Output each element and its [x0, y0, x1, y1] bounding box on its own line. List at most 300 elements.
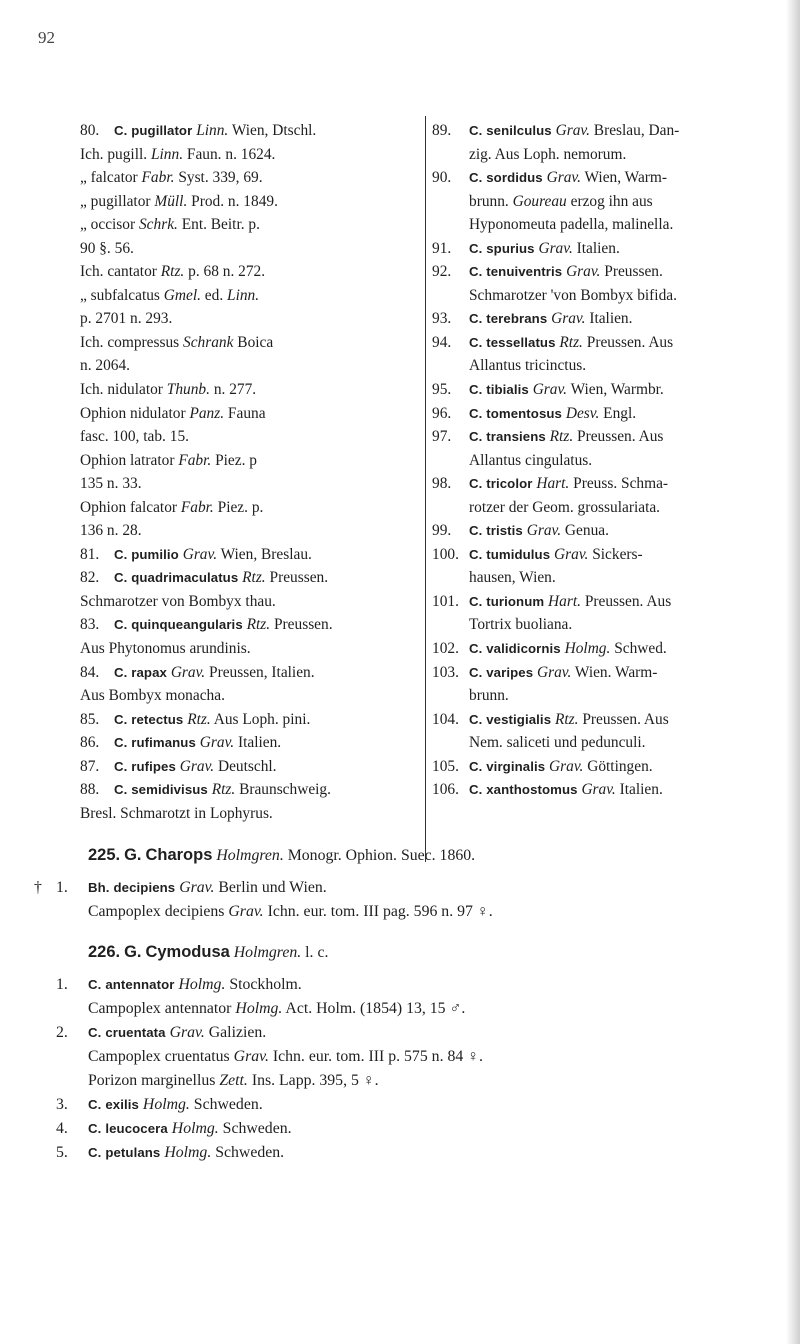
- right-column: [432, 119, 770, 802]
- continuation-line: [432, 213, 770, 237]
- species-name: turionum: [486, 593, 545, 609]
- entry-text: Ent. Beitr. p.: [177, 216, 260, 234]
- entry-text: Italien.: [585, 310, 633, 328]
- entry-text: „ pugillator: [80, 192, 155, 210]
- genus-abbrev: C.: [469, 311, 483, 327]
- entry-text: Wien, Breslau.: [217, 545, 312, 563]
- species-entry: [432, 119, 770, 143]
- entry-number: 102.: [432, 640, 459, 658]
- species-name: tomentosus: [486, 405, 562, 421]
- entry-text: Nem. saliceti und pedunculi.: [469, 734, 646, 752]
- entry-text: Preussen. Aus: [578, 710, 669, 728]
- entry-number: 104.: [432, 710, 459, 728]
- species-name: cruentata: [105, 1025, 166, 1040]
- entry-text: Sickers-: [588, 545, 643, 563]
- species-entry: [80, 755, 420, 779]
- genus-number: 225.: [88, 846, 121, 864]
- entry-number: 91.: [432, 239, 452, 257]
- genus-heading: [48, 843, 778, 868]
- author-name: Rtz.: [242, 569, 266, 587]
- genus-name: Charops: [145, 846, 213, 864]
- author-name: Grav.: [566, 263, 601, 281]
- entry-text: Wien, Warm-: [580, 169, 667, 187]
- author-name: Hart.: [548, 592, 581, 610]
- author-name: Grav.: [554, 545, 589, 563]
- entry-text: Schweden.: [211, 1144, 285, 1161]
- author-name: Grav.: [555, 122, 590, 139]
- entry-text: Porizon marginellus: [88, 1072, 220, 1089]
- entry-number: 103.: [432, 663, 459, 681]
- entry-text: Preussen.: [600, 263, 663, 281]
- entry-number: 106.: [432, 781, 459, 799]
- entry-number: 83.: [80, 616, 100, 634]
- species-name: validicornis: [486, 641, 561, 657]
- author-name: Grav.: [179, 879, 215, 896]
- species-entry: [432, 590, 770, 614]
- entry-text: brunn.: [469, 192, 513, 210]
- genus-reference: Monogr. Ophion. Suec. 1860.: [283, 847, 476, 864]
- entry-text: ed.: [200, 286, 228, 304]
- author-name: Grav.: [526, 522, 562, 540]
- genera-section: [34, 843, 778, 1165]
- entry-text: Act. Holm. (1854) 13, 15 ♂.: [282, 1000, 466, 1017]
- entry-text: Galizien.: [204, 1024, 267, 1041]
- entry-number: 86.: [80, 734, 100, 752]
- genus-abbrev: C.: [114, 735, 128, 751]
- author-name: Fabr.: [141, 169, 175, 187]
- author-name: Rtz.: [549, 428, 574, 446]
- author-name: Hart.: [536, 475, 570, 493]
- author-name: Rtz.: [187, 710, 211, 728]
- continuation-line: [80, 590, 420, 614]
- genus-marker: G.: [124, 846, 142, 864]
- species-name: tessellatus: [486, 334, 556, 350]
- author-name: Rtz.: [554, 710, 579, 728]
- species-entry: [432, 402, 770, 426]
- species-entry: [48, 1141, 778, 1165]
- author-name: Holmg.: [164, 1144, 212, 1161]
- page-edge-shadow: [786, 0, 800, 1344]
- genus-abbrev: C.: [469, 782, 483, 798]
- genus-reference: l. c.: [301, 944, 329, 961]
- continuation-line: [80, 190, 420, 214]
- entry-text: Preussen.: [270, 616, 333, 634]
- author-name: Holmg.: [235, 1000, 283, 1017]
- entry-text: Prod. n. 1849.: [187, 192, 278, 210]
- entry-number: 92.: [432, 263, 452, 281]
- species-name: transiens: [486, 429, 546, 445]
- entry-text: Breslau, Dan-: [589, 122, 680, 139]
- entry-text: fasc. 100, tab. 15.: [80, 428, 189, 446]
- continuation-line: [80, 284, 420, 308]
- species-name: petulans: [105, 1145, 161, 1160]
- species-entry: [432, 755, 770, 779]
- continuation-line: [48, 900, 778, 924]
- author-name: Grav.: [537, 663, 572, 681]
- continuation-line: [432, 143, 770, 167]
- author-name: Grav.: [551, 310, 586, 328]
- continuation-line: [432, 284, 770, 308]
- entry-number: 2.: [56, 1024, 68, 1041]
- continuation-line: [80, 166, 420, 190]
- author-name: Panz.: [189, 404, 225, 422]
- species-name: virginalis: [486, 758, 546, 774]
- author-name: Rtz.: [160, 263, 185, 281]
- species-entry: [432, 543, 770, 567]
- entry-text: Bresl. Schmarotzt in Lophyrus.: [80, 804, 273, 822]
- entry-text: Fauna: [224, 404, 266, 422]
- entry-text: Genua.: [561, 522, 609, 540]
- author-name: Linn.: [150, 145, 184, 163]
- species-name: antennator: [105, 977, 175, 992]
- entry-text: p. 2701 n. 293.: [80, 310, 173, 328]
- species-name: pugillator: [131, 123, 193, 138]
- author-name: Rtz.: [246, 616, 271, 634]
- continuation-line: [432, 354, 770, 378]
- species-entry: [80, 566, 420, 590]
- author-name: Grav.: [199, 734, 235, 752]
- species-name: tenuiventris: [486, 264, 563, 280]
- genus-abbrev: C.: [469, 334, 483, 350]
- continuation-line: [80, 519, 420, 543]
- genus-abbrev: C.: [114, 123, 128, 138]
- species-entry: [80, 613, 420, 637]
- entry-number: 81.: [80, 545, 100, 563]
- continuation-line: [80, 425, 420, 449]
- author-name: Müll.: [154, 192, 188, 210]
- entry-text: 90 §. 56.: [80, 239, 134, 257]
- entry-text: Wien, Dtschl.: [228, 122, 317, 139]
- author-name: Schrk.: [138, 216, 178, 234]
- entry-text: Preussen. Aus: [582, 333, 674, 351]
- entry-text: Boica: [233, 333, 274, 351]
- genus-abbrev: C.: [469, 546, 483, 562]
- continuation-line: [48, 997, 778, 1021]
- continuation-line: [432, 566, 770, 590]
- species-entry: [80, 708, 420, 732]
- author-name: Grav.: [538, 239, 573, 257]
- entry-text: n. 2064.: [80, 357, 131, 375]
- entry-text: Ich. pugill.: [80, 145, 151, 163]
- entry-number: 101.: [432, 592, 459, 610]
- entry-text: Wien. Warm-: [571, 663, 658, 681]
- continuation-line: [80, 260, 420, 284]
- genus-abbrev: Bh.: [88, 880, 110, 895]
- genus-abbrev: C.: [469, 123, 483, 138]
- continuation-line: [80, 307, 420, 331]
- species-name: varipes: [486, 664, 534, 680]
- entry-text: 136 n. 28.: [80, 522, 142, 540]
- author-name: Schrank: [183, 333, 234, 351]
- species-entry: [432, 307, 770, 331]
- species-name: rapax: [131, 664, 167, 680]
- entry-text: Ophion nidulator: [80, 404, 190, 422]
- entry-text: Campoplex cruentatus: [88, 1048, 234, 1065]
- genus-abbrev: C.: [469, 170, 483, 186]
- species-name: tristis: [486, 523, 523, 539]
- genus-abbrev: C.: [469, 429, 483, 445]
- entry-text: Tortrix buoliana.: [469, 616, 573, 634]
- species-entry: [80, 731, 420, 755]
- genus-abbrev: C.: [469, 641, 483, 657]
- entry-text: Ins. Lapp. 395, 5 ♀.: [247, 1072, 379, 1089]
- species-entry: [48, 1021, 778, 1045]
- species-name: retectus: [131, 711, 184, 727]
- species-entry: [432, 166, 770, 190]
- author-name: Gmel.: [163, 286, 201, 304]
- entry-number: 88.: [80, 781, 100, 799]
- species-entry: [432, 425, 770, 449]
- species-entry: [432, 331, 770, 355]
- genus-abbrev: C.: [469, 711, 483, 727]
- species-entry: [432, 472, 770, 496]
- author-name: Holmgren.: [233, 944, 302, 961]
- entry-text: Preussen, Italien.: [205, 663, 315, 681]
- entry-text: Campoplex antennator: [88, 1000, 236, 1017]
- genus-abbrev: C.: [469, 758, 483, 774]
- species-entry: [80, 661, 420, 685]
- species-name: tricolor: [486, 476, 533, 492]
- author-name: Grav.: [169, 1024, 205, 1041]
- continuation-line: [432, 731, 770, 755]
- entry-number: 97.: [432, 428, 452, 446]
- entry-number: 87.: [80, 757, 100, 775]
- continuation-line: [80, 213, 420, 237]
- continuation-line: [80, 237, 420, 261]
- genus-abbrev: C.: [469, 593, 483, 609]
- entry-text: Braunschweig.: [235, 781, 331, 799]
- entry-text: Berlin und Wien.: [214, 879, 327, 896]
- species-name: semidivisus: [131, 782, 208, 798]
- genus-abbrev: C.: [469, 264, 483, 280]
- entry-text: p. 68 n. 272.: [184, 263, 266, 281]
- genus-number: 226.: [88, 943, 121, 961]
- entry-text: Italien.: [572, 239, 620, 257]
- entry-text: Wien, Warmbr.: [567, 381, 664, 399]
- author-name: Grav.: [549, 757, 584, 775]
- continuation-line: [80, 472, 420, 496]
- genus-abbrev: C.: [88, 1145, 102, 1160]
- entry-number: 100.: [432, 545, 459, 563]
- entry-text: Stockholm.: [225, 976, 302, 993]
- column-divider: [425, 116, 426, 862]
- species-entry: [80, 778, 420, 802]
- species-name: tumidulus: [486, 546, 551, 562]
- entry-text: Preussen.: [265, 569, 329, 587]
- entry-text: Preussen. Aus: [580, 592, 672, 610]
- author-name: Linn.: [196, 122, 229, 139]
- entry-text: „ subfalcatus: [80, 286, 164, 304]
- continuation-line: [432, 684, 770, 708]
- genus-abbrev: C.: [114, 782, 128, 798]
- species-entry: [80, 543, 420, 567]
- entry-number: 5.: [56, 1144, 68, 1161]
- author-name: Holmg.: [142, 1096, 190, 1113]
- species-name: exilis: [105, 1097, 139, 1112]
- species-name: senilculus: [486, 123, 552, 138]
- entry-text: n. 277.: [209, 381, 257, 399]
- species-entry: [48, 973, 778, 997]
- species-entry: [80, 119, 420, 143]
- continuation-line: [48, 1045, 778, 1069]
- entry-text: rotzer der Geom. grossulariata.: [469, 498, 661, 516]
- entry-text: Deutschl.: [214, 757, 277, 775]
- species-name: leucocera: [105, 1121, 168, 1136]
- entry-text: erzog ihn aus: [566, 192, 653, 210]
- author-name: Holmgren.: [216, 847, 284, 864]
- genus-marker: G.: [124, 943, 142, 961]
- entry-number: 94.: [432, 333, 452, 351]
- entry-text: „ falcator: [80, 169, 142, 187]
- entry-text: Preuss. Schma-: [569, 475, 669, 493]
- genus-abbrev: C.: [469, 476, 483, 492]
- entry-text: Ichn. eur. tom. III p. 575 n. 84 ♀.: [268, 1048, 484, 1065]
- species-entry: [48, 1093, 778, 1117]
- continuation-line: [80, 449, 420, 473]
- species-entry: [432, 708, 770, 732]
- entry-text: Ophion falcator: [80, 498, 181, 516]
- entry-text: 135 n. 33.: [80, 475, 142, 493]
- species-name: rufipes: [131, 758, 176, 774]
- species-name: pumilio: [131, 546, 179, 562]
- entry-number: 1.: [56, 879, 68, 896]
- entry-text: Preussen. Aus: [573, 428, 664, 446]
- genus-abbrev: C.: [114, 570, 128, 586]
- entry-text: Schwed.: [610, 640, 667, 658]
- entry-text: Ich. nidulator: [80, 381, 167, 399]
- species-entry: [432, 378, 770, 402]
- entry-number: 85.: [80, 710, 100, 728]
- species-name: quadrimaculatus: [131, 570, 239, 586]
- author-name: Grav.: [182, 545, 218, 563]
- entry-number: 1.: [56, 976, 68, 993]
- entry-text: hausen, Wien.: [469, 569, 556, 587]
- author-name: Goureau: [512, 192, 567, 210]
- genus-abbrev: C.: [114, 546, 128, 562]
- genus-name: Cymodusa: [145, 943, 230, 961]
- entry-text: Campoplex decipiens: [88, 903, 229, 920]
- species-name: decipiens: [113, 880, 176, 895]
- author-name: Grav.: [546, 169, 581, 187]
- species-name: vestigialis: [486, 711, 552, 727]
- species-name: sordidus: [486, 170, 543, 186]
- species-name: tibialis: [486, 382, 529, 398]
- entry-text: Syst. 339, 69.: [174, 169, 263, 187]
- entry-number: 93.: [432, 310, 452, 328]
- genus-abbrev: C.: [88, 1121, 102, 1136]
- author-name: Grav.: [532, 381, 568, 399]
- genus-abbrev: C.: [114, 758, 128, 774]
- continuation-line: [80, 143, 420, 167]
- entry-text: zig. Aus Loph. nemorum.: [469, 145, 627, 163]
- author-name: Linn.: [227, 286, 260, 304]
- genus-abbrev: C.: [114, 711, 128, 727]
- genus-abbrev: C.: [88, 977, 102, 992]
- entry-text: Ichn. eur. tom. III pag. 596 n. 97 ♀.: [263, 903, 493, 920]
- author-name: Zett.: [219, 1072, 248, 1089]
- author-name: Desv.: [565, 404, 600, 422]
- entry-text: Schweden.: [189, 1096, 263, 1113]
- continuation-line: [432, 449, 770, 473]
- species-name: xanthostomus: [486, 782, 578, 798]
- species-entry: [432, 778, 770, 802]
- continuation-line: [80, 637, 420, 661]
- author-name: Holmg.: [564, 640, 611, 658]
- entry-text: Ich. compressus: [80, 333, 184, 351]
- author-name: Fabr.: [178, 451, 212, 469]
- author-name: Fabr.: [180, 498, 214, 516]
- entry-text: Ophion latrator: [80, 451, 179, 469]
- genus-abbrev: C.: [114, 617, 128, 633]
- entry-text: Ich. cantator: [80, 263, 161, 281]
- genus-abbrev: C.: [88, 1025, 102, 1040]
- genus-abbrev: C.: [88, 1097, 102, 1112]
- entry-text: Faun. n. 1624.: [183, 145, 276, 163]
- continuation-line: [80, 684, 420, 708]
- author-name: Grav.: [581, 781, 616, 799]
- entry-number: 89.: [432, 122, 452, 139]
- entry-number: 80.: [80, 122, 100, 139]
- author-name: Grav.: [179, 757, 215, 775]
- entry-text: Allantus tricinctus.: [469, 357, 587, 375]
- genus-abbrev: C.: [469, 523, 483, 539]
- author-name: Holmg.: [178, 976, 226, 993]
- continuation-line: [432, 613, 770, 637]
- entry-number: 98.: [432, 475, 452, 493]
- entry-text: brunn.: [469, 687, 509, 705]
- left-column: [80, 119, 420, 825]
- author-name: Thunb.: [166, 381, 210, 399]
- continuation-line: [80, 496, 420, 520]
- author-name: Grav.: [228, 903, 264, 920]
- genus-abbrev: C.: [469, 382, 483, 398]
- entry-text: Italien.: [234, 734, 282, 752]
- entry-text: Schmarotzer 'von Bombyx bifida.: [469, 286, 677, 304]
- author-name: Grav.: [233, 1048, 269, 1065]
- entry-text: Aus Bombyx monacha.: [80, 687, 225, 705]
- entry-number: 99.: [432, 522, 452, 540]
- continuation-line: [80, 402, 420, 426]
- species-name: quinqueangularis: [131, 617, 243, 633]
- genus-abbrev: C.: [469, 664, 483, 680]
- entry-text: Piez. p.: [213, 498, 264, 516]
- entry-text: Engl.: [599, 404, 637, 422]
- genus-heading: [48, 940, 778, 965]
- entry-text: Hyponomeuta padella, malinella.: [469, 216, 674, 234]
- species-entry: [432, 237, 770, 261]
- entry-text: „ occisor: [80, 216, 139, 234]
- species-entry: [48, 1117, 778, 1141]
- entry-text: Schweden.: [218, 1120, 292, 1137]
- entry-number: 4.: [56, 1120, 68, 1137]
- continuation-line: [80, 354, 420, 378]
- species-entry: [432, 661, 770, 685]
- entry-number: 90.: [432, 169, 452, 187]
- genus-abbrev: C.: [469, 405, 483, 421]
- continuation-line: [80, 331, 420, 355]
- entry-number: 82.: [80, 569, 100, 587]
- author-name: Rtz.: [559, 333, 583, 351]
- entry-text: Aus Loph. pini.: [210, 710, 311, 728]
- continuation-line: [48, 1069, 778, 1093]
- entry-text: Göttingen.: [583, 757, 653, 775]
- entry-number: 105.: [432, 757, 459, 775]
- author-name: Grav.: [170, 663, 206, 681]
- entry-number: 96.: [432, 404, 452, 422]
- genus-abbrev: C.: [469, 240, 483, 256]
- entry-number: 95.: [432, 381, 452, 399]
- entry-number: 3.: [56, 1096, 68, 1113]
